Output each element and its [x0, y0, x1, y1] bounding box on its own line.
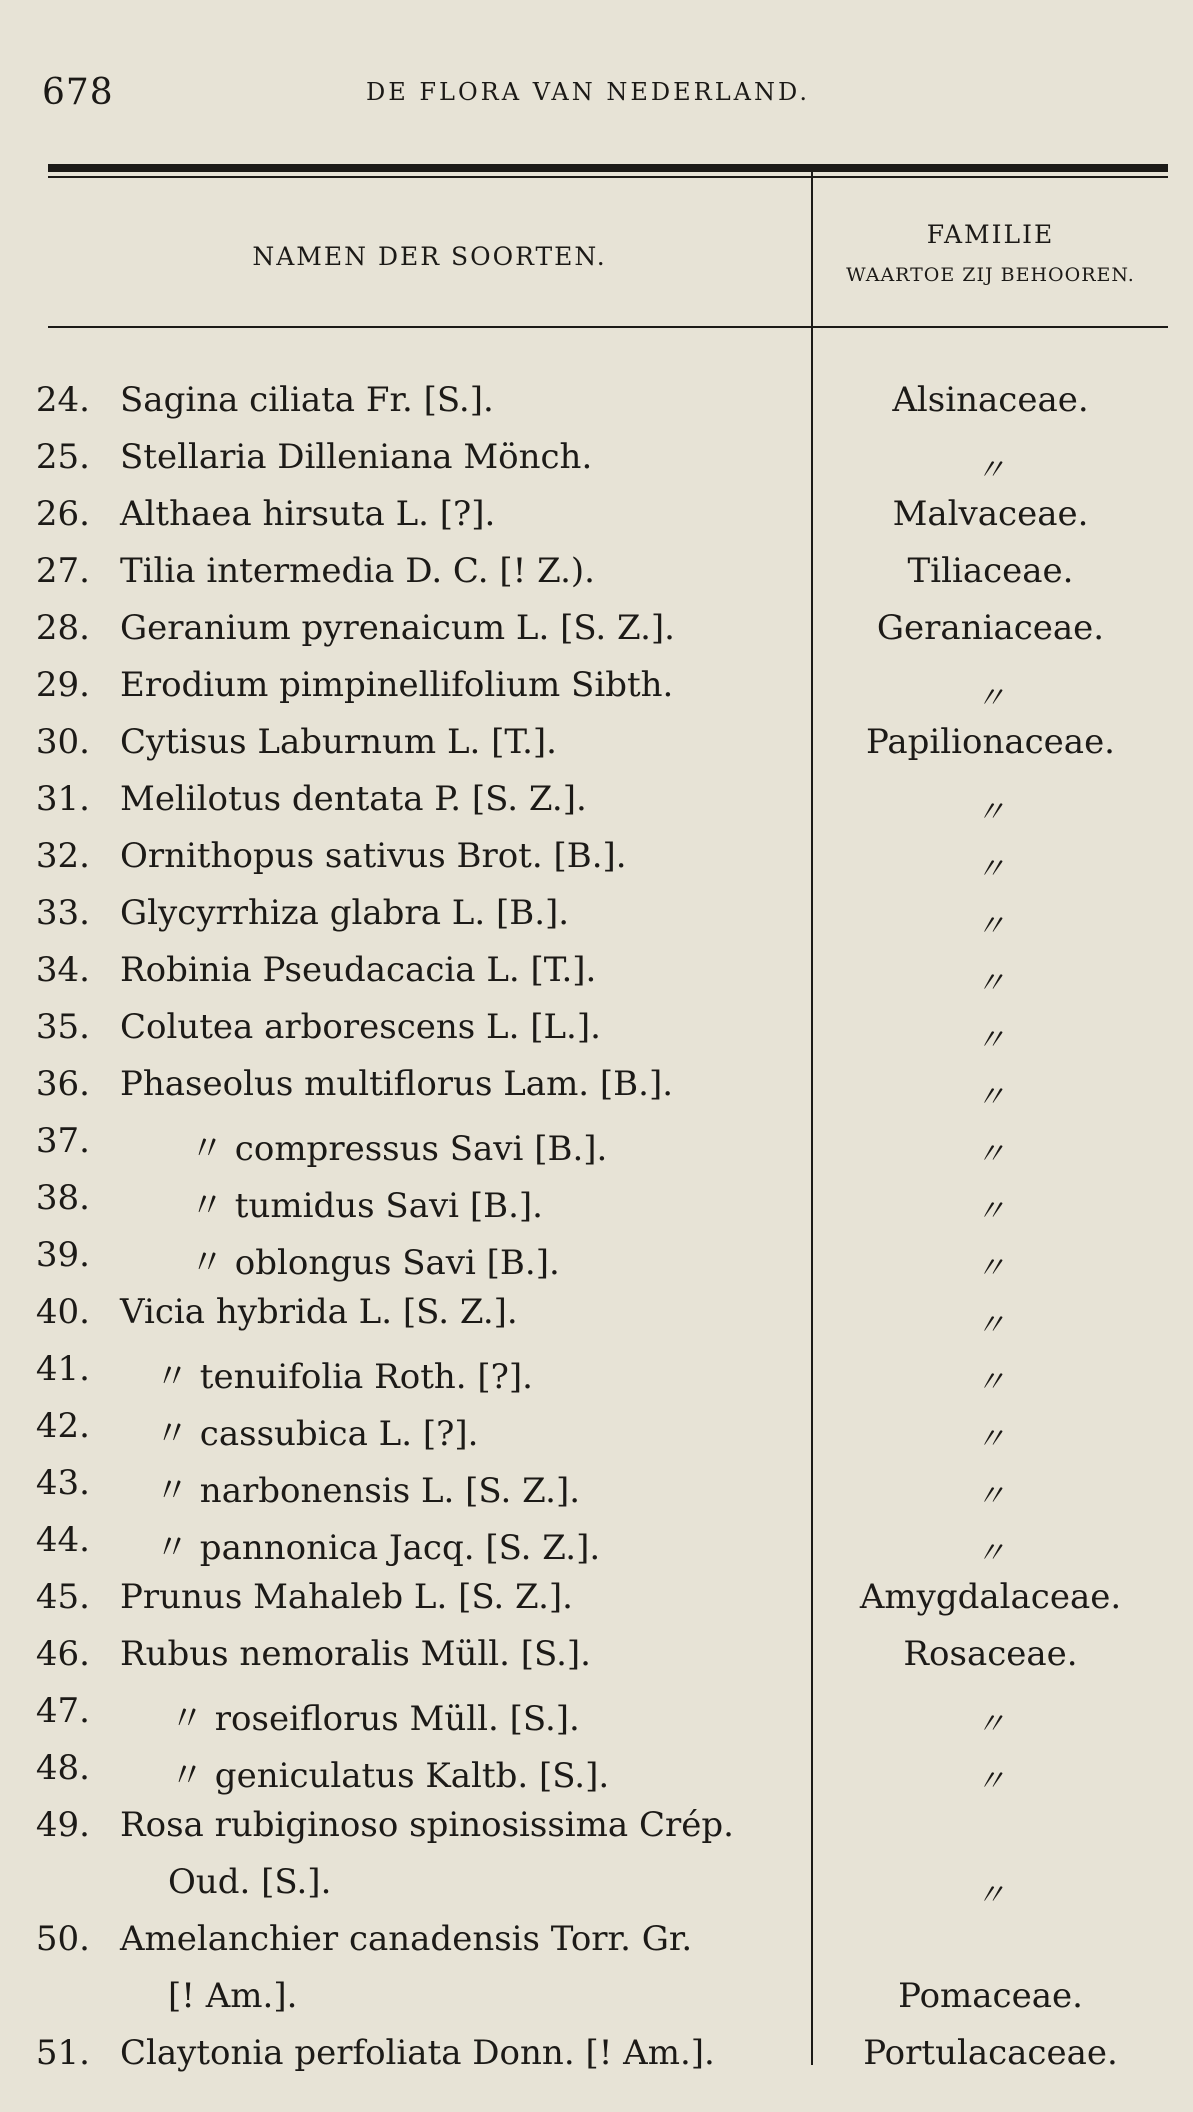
table-row — [0, 1064, 1193, 1121]
entry-number: 34. — [35, 950, 90, 990]
species-name: Erodium pimpinellifolium Sibth. — [120, 665, 674, 705]
page-number: 678 — [42, 72, 114, 113]
entry-number: 39. — [35, 1235, 90, 1275]
table-row — [0, 1292, 1193, 1349]
species-name: Claytonia perfoliata Donn. [! Am.]. — [120, 2033, 715, 2073]
table-row — [0, 608, 1193, 665]
species-name: [! Am.]. — [168, 1976, 298, 2016]
species-name: 〃 narbonensis L. [S. Z.]. — [155, 1471, 581, 1511]
family-ditto-mark: 〃 — [975, 795, 1006, 830]
family-ditto-mark: 〃 — [975, 453, 1006, 488]
species-name: Tilia intermedia D. C. [! Z.). — [120, 551, 595, 591]
table-row — [0, 1121, 1193, 1178]
entry-number: 24. — [35, 380, 90, 420]
family-ditto-mark: 〃 — [975, 1707, 1006, 1742]
table-row — [0, 1349, 1193, 1406]
species-name: 〃 tenuifolia Roth. [?]. — [155, 1357, 533, 1397]
table-row — [0, 1634, 1193, 1691]
table-row — [0, 1919, 1193, 1976]
entry-number: 46. — [35, 1634, 90, 1674]
table-row — [0, 380, 1193, 437]
entry-number: 44. — [35, 1520, 90, 1560]
species-name: Rosa rubiginoso spinosissima Crép. — [120, 1805, 734, 1845]
table-row — [0, 1520, 1193, 1577]
species-name: Glycyrrhiza glabra L. [B.]. — [120, 893, 570, 933]
family-ditto-mark: 〃 — [975, 1536, 1006, 1571]
family-ditto-mark: 〃 — [975, 1764, 1006, 1799]
entry-number: 35. — [35, 1007, 90, 1047]
table-row — [0, 1235, 1193, 1292]
entry-number: 50. — [35, 1919, 90, 1959]
species-name: Stellaria Dilleniana Mönch. — [120, 437, 593, 477]
table-row — [0, 2033, 1193, 2090]
table-row — [0, 836, 1193, 893]
entry-number: 25. — [35, 437, 90, 477]
entry-number: 30. — [35, 722, 90, 762]
table-row — [0, 950, 1193, 1007]
species-name: 〃 cassubica L. [?]. — [155, 1414, 479, 1454]
species-name: Rubus nemoralis Müll. [S.]. — [120, 1634, 591, 1674]
species-name: 〃 pannonica Jacq. [S. Z.]. — [155, 1528, 601, 1568]
entry-number: 41. — [35, 1349, 90, 1389]
column-header-family-subtitle: WAARTOE ZIJ BEHOOREN. — [846, 264, 1135, 286]
family-ditto-mark: 〃 — [975, 1080, 1006, 1115]
table-top-rule-thick — [48, 164, 1168, 172]
family-name: Geraniaceae. — [876, 608, 1105, 648]
entry-number: 51. — [35, 2033, 90, 2073]
table-row — [0, 1691, 1193, 1748]
species-name: Amelanchier canadensis Torr. Gr. — [120, 1919, 693, 1959]
entry-number: 45. — [35, 1577, 90, 1617]
table-row — [0, 1577, 1193, 1634]
entry-number: 28. — [35, 608, 90, 648]
entry-number: 42. — [35, 1406, 90, 1446]
table-row — [0, 665, 1193, 722]
family-ditto-mark: 〃 — [975, 1422, 1006, 1457]
table-row — [0, 1976, 1193, 2033]
entry-number: 40. — [35, 1292, 90, 1332]
entry-number: 32. — [35, 836, 90, 876]
table-row — [0, 1007, 1193, 1064]
species-name: 〃 roseiflorus Müll. [S.]. — [170, 1699, 580, 1739]
table-row — [0, 494, 1193, 551]
table-row — [0, 722, 1193, 779]
species-name: Geranium pyrenaicum L. [S. Z.]. — [120, 608, 675, 648]
species-name: 〃 tumidus Savi [B.]. — [190, 1186, 543, 1226]
species-name: Cytisus Laburnum L. [T.]. — [120, 722, 557, 762]
table-row — [0, 893, 1193, 950]
species-name: 〃 compressus Savi [B.]. — [190, 1129, 608, 1169]
family-name: Rosaceae. — [903, 1634, 1078, 1674]
species-name: Oud. [S.]. — [168, 1862, 332, 1902]
family-ditto-mark: 〃 — [975, 909, 1006, 944]
column-header-species: NAMEN DER SOORTEN. — [252, 242, 607, 271]
family-name: Alsinaceae. — [892, 380, 1089, 420]
family-name: Malvaceae. — [892, 494, 1089, 534]
entry-number: 31. — [35, 779, 90, 819]
family-ditto-mark: 〃 — [975, 1251, 1006, 1286]
entry-number: 43. — [35, 1463, 90, 1503]
entry-number: 37. — [35, 1121, 90, 1161]
family-ditto-mark: 〃 — [975, 1878, 1006, 1913]
species-name: 〃 oblongus Savi [B.]. — [190, 1243, 560, 1283]
table-row — [0, 1463, 1193, 1520]
entry-number: 36. — [35, 1064, 90, 1104]
family-name: Amygdalaceae. — [859, 1577, 1122, 1617]
species-name: Althaea hirsuta L. [?]. — [120, 494, 496, 534]
entry-number: 49. — [35, 1805, 90, 1845]
species-name: 〃 geniculatus Kaltb. [S.]. — [170, 1756, 610, 1796]
table-row — [0, 1862, 1193, 1919]
column-header-family: FAMILIE — [926, 220, 1055, 249]
family-name: Papilionaceae. — [865, 722, 1115, 762]
table-top-rule-thin — [48, 176, 1168, 178]
table-row — [0, 551, 1193, 608]
family-ditto-mark: 〃 — [975, 966, 1006, 1001]
entry-number: 33. — [35, 893, 90, 933]
header-bottom-rule — [48, 326, 1168, 328]
family-ditto-mark: 〃 — [975, 1308, 1006, 1343]
table-row — [0, 1805, 1193, 1862]
family-ditto-mark: 〃 — [975, 852, 1006, 887]
species-name: Sagina ciliata Fr. [S.]. — [120, 380, 494, 420]
entry-number: 47. — [35, 1691, 90, 1731]
table-row — [0, 1748, 1193, 1805]
species-name: Colutea arborescens L. [L.]. — [120, 1007, 601, 1047]
species-name: Ornithopus sativus Brot. [B.]. — [120, 836, 627, 876]
table-row — [0, 779, 1193, 836]
species-name: Vicia hybrida L. [S. Z.]. — [120, 1292, 518, 1332]
family-name: Portulacaceae. — [863, 2033, 1118, 2073]
species-name: Melilotus dentata P. [S. Z.]. — [120, 779, 587, 819]
species-name: Phaseolus multiflorus Lam. [B.]. — [120, 1064, 674, 1104]
entry-number: 29. — [35, 665, 90, 705]
running-head: DE FLORA VAN NEDERLAND. — [366, 78, 810, 106]
family-ditto-mark: 〃 — [975, 681, 1006, 716]
family-ditto-mark: 〃 — [975, 1023, 1006, 1058]
family-ditto-mark: 〃 — [975, 1479, 1006, 1514]
species-list — [0, 380, 1193, 2090]
entry-number: 27. — [35, 551, 90, 591]
entry-number: 26. — [35, 494, 90, 534]
family-ditto-mark: 〃 — [975, 1137, 1006, 1172]
family-name: Tiliaceae. — [907, 551, 1074, 591]
table-row — [0, 1178, 1193, 1235]
family-ditto-mark: 〃 — [975, 1194, 1006, 1229]
family-ditto-mark: 〃 — [975, 1365, 1006, 1400]
entry-number: 48. — [35, 1748, 90, 1788]
table-row — [0, 437, 1193, 494]
entry-number: 38. — [35, 1178, 90, 1218]
species-name: Robinia Pseudacacia L. [T.]. — [120, 950, 597, 990]
species-name: Prunus Mahaleb L. [S. Z.]. — [120, 1577, 573, 1617]
table-row — [0, 1406, 1193, 1463]
family-name: Pomaceae. — [898, 1976, 1083, 2016]
